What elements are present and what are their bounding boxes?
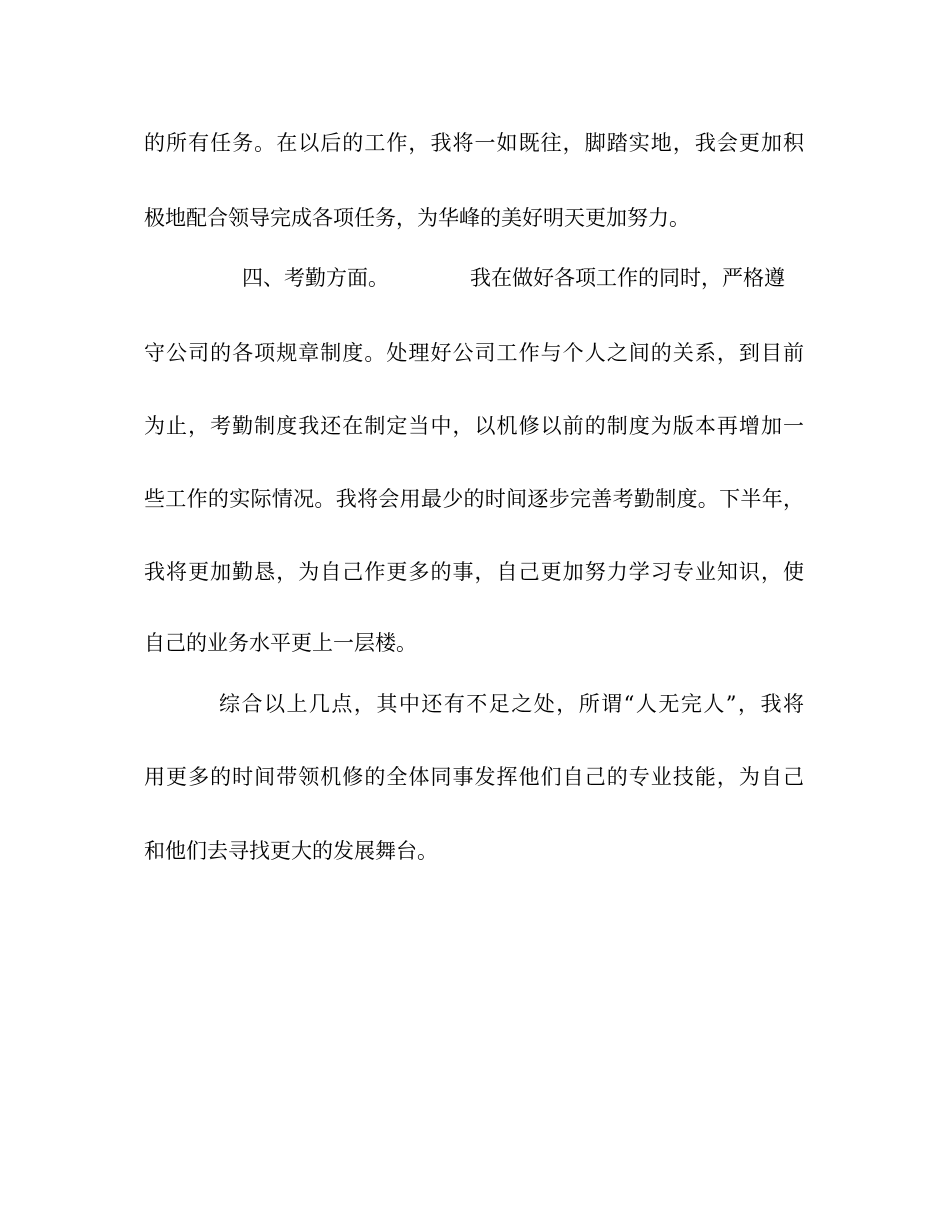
paragraph-line-7: 我将更加勤恳，为自己作更多的事，自己更加努力学习专业知识，使 — [144, 560, 804, 584]
section-line — [144, 261, 804, 295]
paragraph-line-10: 用更多的时间带领机修的全体同事发挥他们自己的专业技能，为自己 — [144, 765, 804, 789]
paragraph-line-8: 自己的业务水平更上一层楼。 — [144, 631, 417, 655]
paragraph-line-4: 守公司的各项规章制度。处理好公司工作与个人之间的关系，到目前 — [144, 341, 804, 365]
section-heading: 四、考勤方面。 — [242, 266, 389, 290]
paragraph-line-5: 为止，考勤制度我还在制定当中，以机修以前的制度为版本再增加一 — [144, 414, 804, 438]
paragraph-line-2: 极地配合领导完成各项任务，为华峰的美好明天更加努力。 — [144, 206, 690, 230]
paragraph-line-1: 的所有任务。在以后的工作，我将一如既往，脚踏实地，我会更加积 — [144, 131, 804, 155]
paragraph-line-9: 综合以上几点，其中还有不足之处，所谓“人无完人”，我将 — [219, 692, 804, 716]
section-intro-text: 我在做好各项工作的同时，严格遵 — [470, 266, 785, 290]
paragraph-line-11: 和他们去寻找更大的发展舞台。 — [144, 839, 438, 863]
paragraph-line-6: 些工作的实际情况。我将会用最少的时间逐步完善考勤制度。下半年， — [144, 487, 804, 511]
